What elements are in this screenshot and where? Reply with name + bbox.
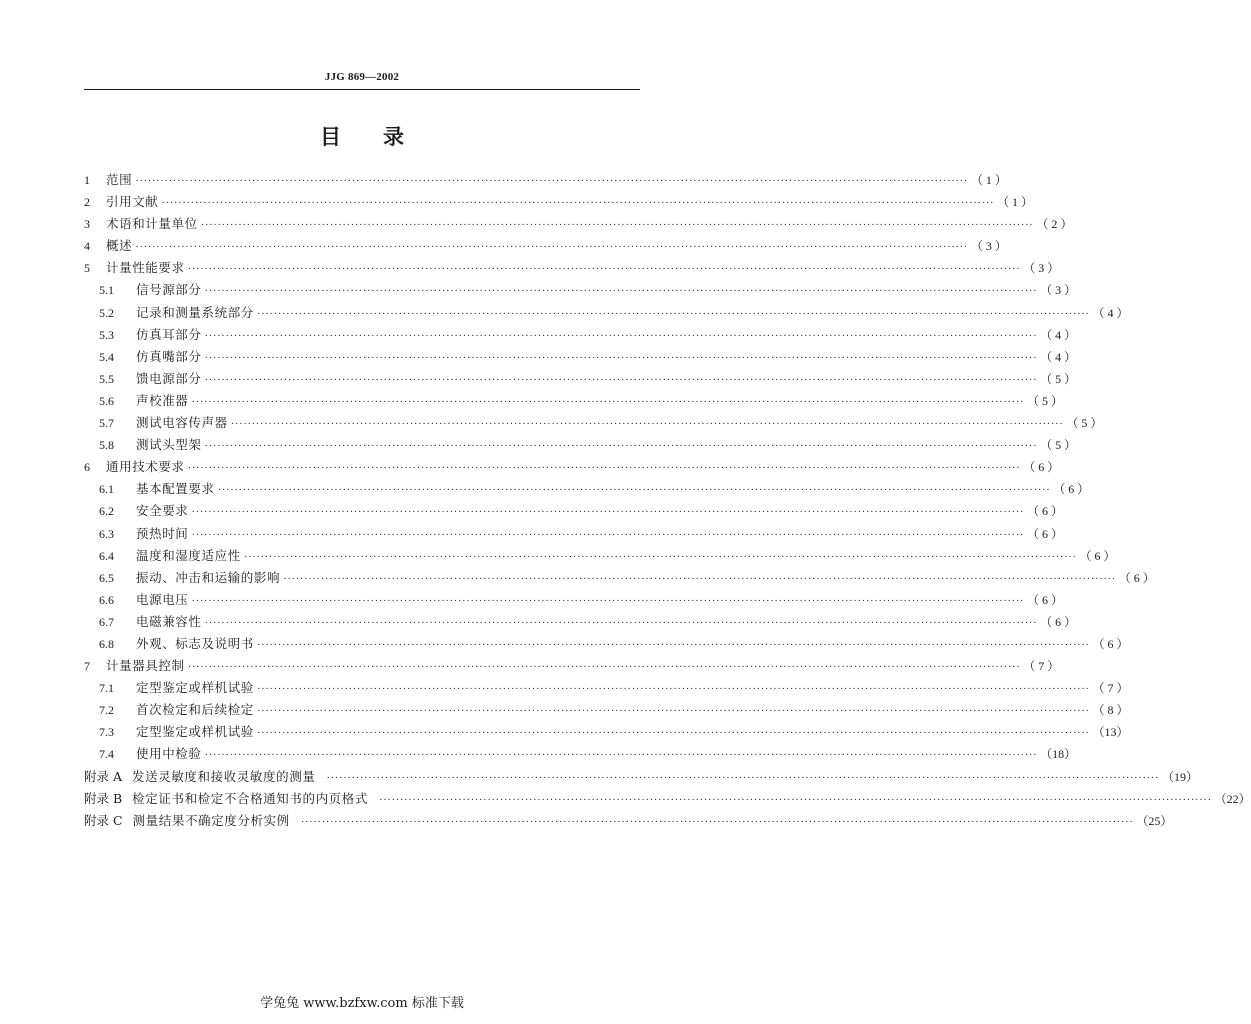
toc-entry-number: 6.1 xyxy=(99,482,114,497)
toc-dot-leader: ········································································································································································································ xyxy=(204,329,1038,342)
toc-entry-number: 附录 B xyxy=(84,790,123,806)
toc-dot-leader: ········································································································································································································ xyxy=(204,373,1038,386)
toc-entry[interactable] xyxy=(84,589,1064,611)
toc-entry-page: （ 2 ） xyxy=(1036,217,1073,232)
toc-entry[interactable] xyxy=(84,235,1007,257)
toc-entry-title: 使用中检验 xyxy=(136,746,202,762)
toc-entry-title: 声校准器 xyxy=(136,392,189,408)
toc-entry-page: （25） xyxy=(1136,813,1173,828)
toc-entry-title: 温度和湿度适应性 xyxy=(136,547,241,563)
toc-entry-page: （22） xyxy=(1214,791,1251,806)
toc-entry-page: （ 8 ） xyxy=(1092,703,1129,718)
toc-entry-number: 5 xyxy=(84,261,90,276)
toc-entry-page: （ 3 ） xyxy=(1040,283,1077,298)
toc-entry-page: （ 6 ） xyxy=(1040,614,1077,629)
toc-entry-page: （ 3 ） xyxy=(1023,261,1060,276)
toc-entry[interactable] xyxy=(84,390,1064,412)
toc-entry-number: 7.3 xyxy=(99,725,114,740)
toc-entry-title: 基本配置要求 xyxy=(136,481,215,497)
toc-entry-title: 电源电压 xyxy=(136,591,189,607)
toc-entry-number: 6.6 xyxy=(99,592,114,607)
page-title: 目 录 xyxy=(320,125,404,149)
toc-entry-number: 6.4 xyxy=(99,548,114,563)
toc-entry-page: （ 5 ） xyxy=(1040,438,1077,453)
toc-entry-number: 附录 C xyxy=(84,812,123,828)
toc-entry-page: （ 6 ） xyxy=(1079,548,1116,563)
toc-entry-number: 6 xyxy=(84,460,90,475)
toc-dot-leader: ········································································································································································································ xyxy=(256,638,1090,651)
toc-dot-leader: ········································································································································································································ xyxy=(256,705,1090,718)
toc-entry-page: （ 7 ） xyxy=(1092,681,1129,696)
toc-entry-page: （ 6 ） xyxy=(1118,570,1155,585)
toc-entry-number: 7.1 xyxy=(99,681,114,696)
toc-entry-page: （ 1 ） xyxy=(970,173,1007,187)
toc-dot-leader: ········································································································································································································ xyxy=(300,815,1134,828)
toc-entry[interactable] xyxy=(84,169,1007,191)
toc-entry-number: 5.3 xyxy=(99,327,114,342)
toc-dot-leader: ········································································································································································································ xyxy=(204,351,1038,364)
toc-entry-title: 测试电容传声器 xyxy=(136,415,228,431)
toc-entry[interactable] xyxy=(84,567,1155,589)
toc-dot-leader: ········································································································································································································ xyxy=(256,727,1090,740)
toc-entry[interactable] xyxy=(84,257,1060,279)
toc-dot-leader: ········································································································································································································ xyxy=(187,263,1021,276)
toc-dot-leader: ········································································································································································································ xyxy=(217,484,1051,497)
toc-entry-number: 6.7 xyxy=(99,614,114,629)
toc-dot-leader: ········································································································································································································ xyxy=(204,749,1038,762)
toc-dot-leader: ········································································································································································································ xyxy=(135,241,968,254)
toc-entry-number: 5.4 xyxy=(99,349,114,364)
toc-dot-leader: ········································································································································································································ xyxy=(283,572,1116,585)
toc-entry-title: 电磁兼容性 xyxy=(136,613,202,629)
toc-entry-page: （ 1 ） xyxy=(997,195,1034,210)
toc-entry-number: 2 xyxy=(84,195,90,210)
toc-dot-leader: ········································································································································································································ xyxy=(187,661,1021,674)
toc-entry-title: 外观、标志及说明书 xyxy=(136,635,254,651)
toc-dot-leader: ········································································································································································································ xyxy=(204,616,1038,629)
toc-entry-title: 范围 xyxy=(106,172,133,187)
toc-entry[interactable] xyxy=(84,611,1077,633)
toc-entry-title: 测试头型架 xyxy=(136,437,202,453)
toc-entry[interactable] xyxy=(84,478,1090,500)
toc-dot-leader: ········································································································································································································ xyxy=(200,219,1034,232)
toc-entry-page: （19） xyxy=(1162,769,1199,784)
toc-entry[interactable] xyxy=(84,434,1077,456)
toc-entry-page: （ 3 ） xyxy=(970,239,1007,254)
toc-entry-number: 3 xyxy=(84,217,90,232)
toc-entry-title: 仿真耳部分 xyxy=(136,326,202,342)
toc-entry-number: 6.8 xyxy=(99,636,114,651)
toc-entry[interactable] xyxy=(84,412,1103,434)
toc-entry[interactable] xyxy=(84,213,1073,235)
toc-dot-leader: ········································································································································································································ xyxy=(161,197,995,210)
toc-dot-leader: ········································································································································································································ xyxy=(326,771,1160,784)
toc-entry-page: （ 7 ） xyxy=(1023,659,1060,674)
toc-dot-leader: ········································································································································································································ xyxy=(256,683,1090,696)
toc-dot-leader: ········································································································································································································ xyxy=(191,528,1025,541)
toc-entry-title: 术语和计量单位 xyxy=(106,216,198,232)
toc-entry-page: （ 6 ） xyxy=(1027,526,1064,541)
toc-dot-leader: ········································································································································································································ xyxy=(230,418,1064,431)
toc-entry[interactable] xyxy=(84,500,1064,522)
toc-entry-page: （ 5 ） xyxy=(1040,371,1077,386)
toc-entry-title: 概述 xyxy=(106,238,133,254)
toc-entry-page: （ 5 ） xyxy=(1066,416,1103,431)
document-code: JJG 869—2002 xyxy=(324,71,400,83)
toc-entry-title: 引用文献 xyxy=(106,194,159,210)
toc-entry[interactable] xyxy=(84,677,1129,699)
toc-entry-number: 5.6 xyxy=(99,393,114,408)
toc-entry-page: （ 5 ） xyxy=(1027,393,1064,408)
toc-entry-number: 5.5 xyxy=(99,371,114,386)
toc-entry-title: 定型鉴定或样机试验 xyxy=(136,680,254,696)
toc-dot-leader: ········································································································································································································ xyxy=(204,440,1038,453)
toc-dot-leader: ········································································································································································································ xyxy=(191,594,1025,607)
toc-dot-leader: ········································································································································································································ xyxy=(135,175,968,187)
toc-dot-leader: ········································································································································································································ xyxy=(191,395,1025,408)
toc-dot-leader: ········································································································································································································ xyxy=(191,506,1025,519)
toc-entry[interactable] xyxy=(84,279,1077,301)
toc-entry-page: （ 6 ） xyxy=(1027,592,1064,607)
toc-entry-page: （ 6 ） xyxy=(1023,460,1060,475)
toc-entry-number: 附录 A xyxy=(84,768,123,784)
toc-entry-title: 预热时间 xyxy=(136,525,189,541)
toc-entry-number: 6.2 xyxy=(99,504,114,519)
toc-entry-number: 5.1 xyxy=(99,283,114,298)
toc-entry-page: （ 6 ） xyxy=(1027,504,1064,519)
toc-entry-title: 检定证书和检定不合格通知书的内页格式 xyxy=(132,790,368,806)
toc-entry-number: 6.3 xyxy=(99,526,114,541)
toc-entry-number: 6.5 xyxy=(99,570,114,585)
toc-entry[interactable] xyxy=(84,721,1129,743)
toc-dot-leader: ········································································································································································································ xyxy=(378,793,1212,806)
table-of-contents xyxy=(84,169,1251,832)
toc-entry[interactable] xyxy=(84,766,1199,788)
toc-entry-title: 记录和测量系统部分 xyxy=(136,304,254,320)
toc-entry-title: 测量结果不确定度分析实例 xyxy=(132,812,290,828)
toc-entry-number: 7.2 xyxy=(99,703,114,718)
toc-entry-number: 7 xyxy=(84,659,90,674)
toc-dot-leader: ········································································································································································································ xyxy=(187,462,1021,475)
toc-entry-title: 安全要求 xyxy=(136,503,189,519)
toc-dot-leader: ········································································································································································································ xyxy=(243,550,1077,563)
toc-entry-number: 5.2 xyxy=(99,305,114,320)
toc-entry-title: 首次检定和后续检定 xyxy=(136,702,254,718)
header-rule xyxy=(84,89,640,90)
toc-entry[interactable] xyxy=(84,655,1060,677)
toc-entry-title: 发送灵敏度和接收灵敏度的测量 xyxy=(132,768,316,784)
toc-entry-number: 4 xyxy=(84,239,90,254)
toc-entry[interactable] xyxy=(84,523,1064,545)
toc-entry-title: 计量性能要求 xyxy=(106,260,185,276)
toc-entry[interactable] xyxy=(84,545,1116,567)
toc-entry[interactable] xyxy=(84,368,1077,390)
toc-entry-title: 通用技术要求 xyxy=(106,459,185,475)
toc-entry-page: （ 4 ） xyxy=(1040,327,1077,342)
footer-watermark: 学兔兔 www.bzfxw.com 标准下载 xyxy=(260,996,464,1011)
toc-entry-title: 仿真嘴部分 xyxy=(136,348,202,364)
toc-entry[interactable] xyxy=(84,743,1077,765)
toc-entry-title: 馈电源部分 xyxy=(136,370,202,386)
toc-entry-page: （18） xyxy=(1040,747,1077,762)
toc-entry-number: 5.7 xyxy=(99,416,114,431)
toc-entry-page: （ 6 ） xyxy=(1092,636,1129,651)
toc-entry[interactable] xyxy=(84,346,1077,368)
toc-entry[interactable] xyxy=(84,633,1129,655)
toc-entry-page: （ 6 ） xyxy=(1053,482,1090,497)
toc-entry[interactable] xyxy=(84,788,1251,810)
toc-entry-title: 定型鉴定或样机试验 xyxy=(136,724,254,740)
toc-entry[interactable] xyxy=(84,456,1060,478)
toc-entry[interactable] xyxy=(84,191,1034,213)
toc-entry-title: 振动、冲击和运输的影响 xyxy=(136,569,281,585)
toc-entry[interactable] xyxy=(84,810,1173,832)
toc-entry[interactable] xyxy=(84,699,1129,721)
toc-entry-page: （ 4 ） xyxy=(1040,349,1077,364)
toc-entry[interactable] xyxy=(84,324,1077,346)
toc-entry-number: 1 xyxy=(84,173,90,187)
toc-dot-leader: ········································································································································································································ xyxy=(256,307,1090,320)
toc-entry-number: 5.8 xyxy=(99,438,114,453)
toc-entry-page: （ 4 ） xyxy=(1092,305,1129,320)
toc-entry-title: 计量器具控制 xyxy=(106,658,185,674)
toc-dot-leader: ········································································································································································································ xyxy=(204,285,1038,298)
toc-entry-number: 7.4 xyxy=(99,747,114,762)
toc-entry-title: 信号源部分 xyxy=(136,282,202,298)
toc-entry-page: （13） xyxy=(1092,725,1129,740)
toc-entry[interactable] xyxy=(84,302,1129,324)
